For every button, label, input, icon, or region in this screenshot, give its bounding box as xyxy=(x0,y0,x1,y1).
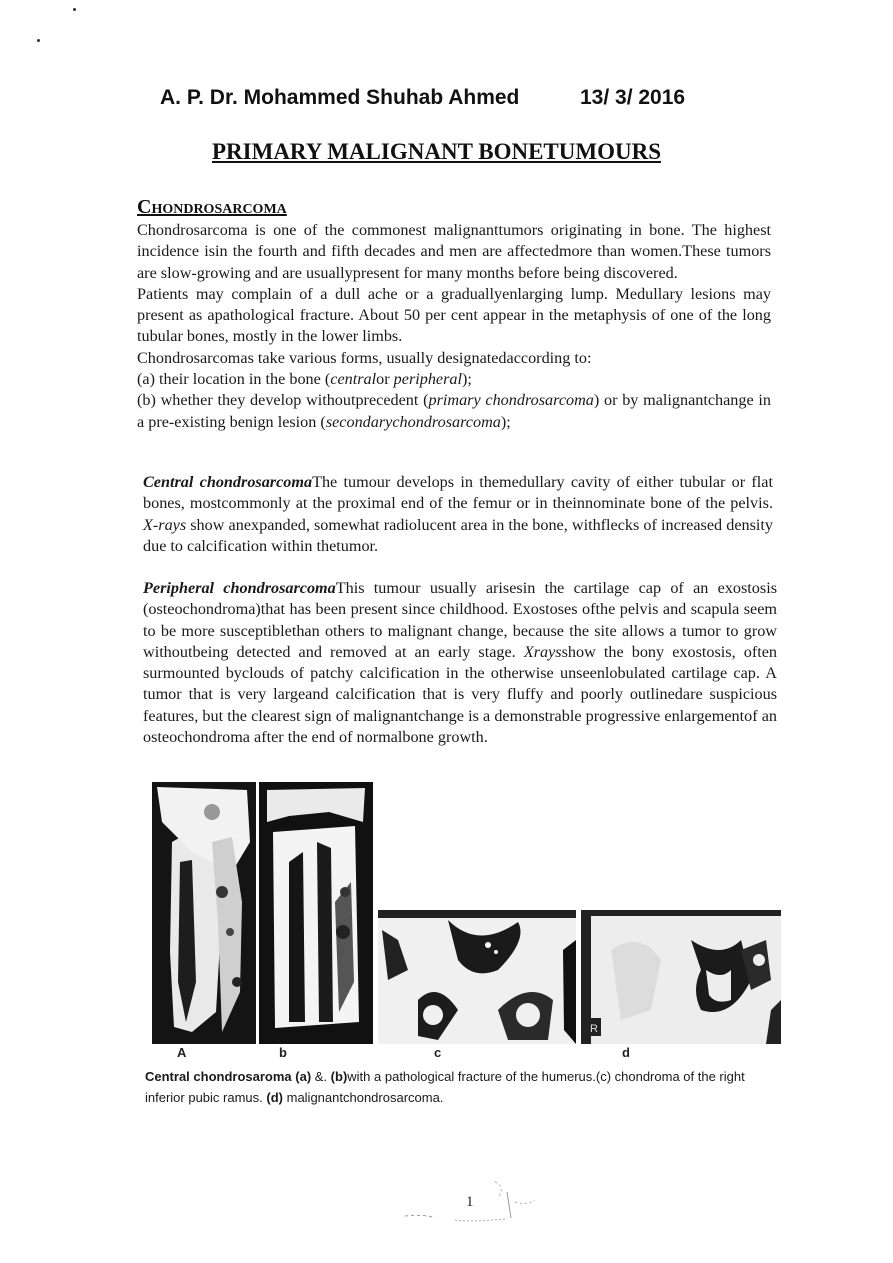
paragraph: Chondrosarcoma is one of the commonest malignanttumors originating in bone. The highest incidence isin the fourth and fifth decades and men are affectedmore than women.These tumors are slow-growing and are usuallypresent for many months before being discovered. xyxy=(137,221,771,282)
xray-image-a xyxy=(152,782,256,1044)
figure-label-a: A xyxy=(177,1045,187,1060)
header xyxy=(160,86,720,110)
paragraph-lead: Peripheral chondrosarcoma xyxy=(143,579,336,597)
paragraph: Patients may complain of a dull ache or a graduallyenlarging lump. Medullary lesions may present as apathological fracture. About 50 per cent appear in the metaphysis of one of the long tubular bones, mostly in the lower limbs. xyxy=(137,284,771,346)
figure-caption: Central chondrosaroma (a) &. (b)with a pathological fracture of the humerus.(c) chondroma of the right inferior pubic ramus. (d) malignantchondrosarcoma. xyxy=(145,1069,745,1105)
lecture-date: 13/ 3/ 2016 xyxy=(580,86,686,109)
page-title: PRIMARY MALIGNANT BONETUMOURS xyxy=(212,139,661,164)
central-chondrosarcoma-paragraph: Central chondrosarcomaThe tumour develops in themedullary cavity of either tubular or flat bones, mostcommonly at the proximal end of the femur or in theinnominate bone of the pelvis. X-rays show anexpanded, somewhat radiolucent area in the bone, withflecks of increased density due to calcification within thetumor. xyxy=(143,473,773,555)
list-item-a: (a) their location in the bone (centralor peripheral); xyxy=(137,370,472,389)
side-marker-r: R xyxy=(590,1023,598,1035)
xray-image-c xyxy=(378,910,576,1044)
xray-image-d xyxy=(581,910,781,1044)
chondrosarcoma-intro xyxy=(137,220,771,433)
peripheral-chondrosarcoma-paragraph: Peripheral chondrosarcomaThis tumour usually arisesin the cartilage cap of an exostosis (osteochondroma)that has been present since childhood. Exostoses ofthe pelvis and scapula seem to be more susceptiblethan others to malignant change, because the site allows a tumor to grow withoutbeing detected and removed at an early stage. Xraysshow the bony exostosis, often surmounted byclouds of patchy calcification in the otherwise unseenlobulated cartilage cap. A tumor that is very largeand calcification that is very fluffy and poorly outlinedare suspicious features, but the clearest sign of malignantchange is a demonstrable progressive enlargementof an osteochondroma after the end of normalbone growth. xyxy=(143,579,777,747)
page-number: 1 xyxy=(466,1194,474,1210)
list-item-b: (b) whether they develop withoutprecedent (primary chondrosarcoma) or by malignantchange in a pre-existing benign lesion (secondarychondrosarcoma); xyxy=(137,391,771,431)
paragraph: Chondrosarcomas take various forms, usually designatedaccording to: xyxy=(137,348,592,367)
author-name: A. P. Dr. Mohammed Shuhab Ahmed xyxy=(160,86,520,109)
scan-speck xyxy=(37,39,40,42)
scan-speck xyxy=(73,8,76,11)
paragraph-lead: Central chondrosarcoma xyxy=(143,473,313,491)
figure-label-c: c xyxy=(434,1045,442,1060)
scan-artifact xyxy=(395,1172,555,1232)
figure-label-b: b xyxy=(279,1045,287,1060)
section-heading: Chondrosarcoma xyxy=(137,196,287,218)
xray-image-b xyxy=(259,782,373,1044)
figure-label-d: d xyxy=(622,1045,630,1060)
